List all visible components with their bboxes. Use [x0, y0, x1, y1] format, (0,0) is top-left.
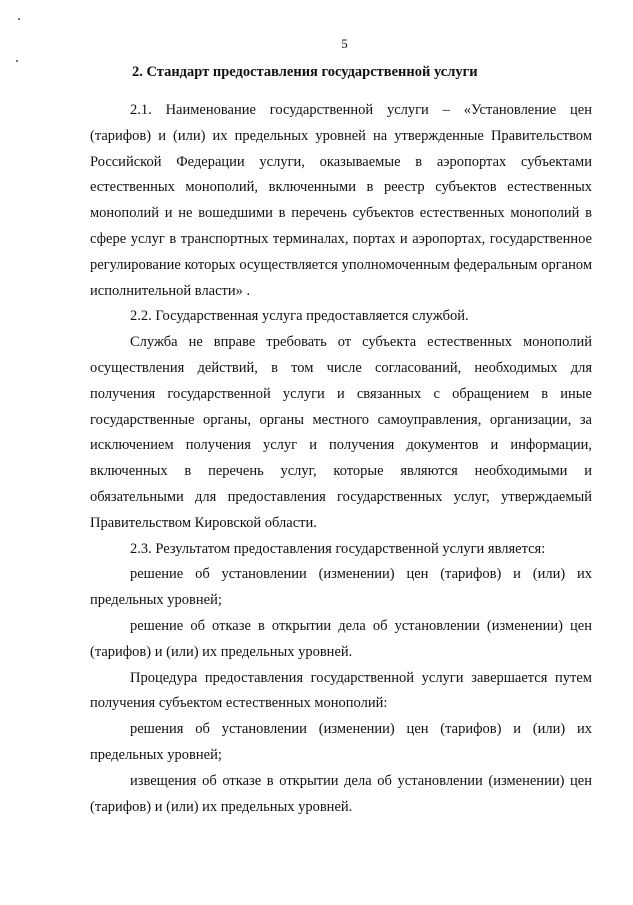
page-number: 5 — [341, 36, 348, 51]
paragraph-2-2: 2.2. Государственная услуга предоставляется службой. — [130, 308, 469, 325]
paragraph-result-decision: решение об установлении (изменении) цен (тарифов) и (или) их предельных уровней; — [90, 566, 592, 609]
scan-speck — [16, 60, 18, 62]
document-body — [90, 98, 592, 820]
paragraph-procedure: Процедура предоставления государственной услуги завершается путем получения субъектом естественных монополий: — [90, 669, 592, 712]
section-heading: 2. Стандарт предоставления государственной услуги — [132, 64, 478, 80]
paragraph-procedure-notices: извещения об отказе в открытии дела об установлении (изменении) цен (тарифов) и (или) их предельных уровней. — [90, 772, 592, 815]
scan-speck — [18, 18, 20, 20]
paragraph-2-3: 2.3. Результатом предоставления государственной услуги является: — [130, 540, 546, 557]
paragraph-2-1: 2.1. Наименование государственной услуги – «Установление цен (тарифов) и (или) их предельных уровней на утвержденные Правительством Российской Федерации услуги, оказываемые в аэропортах субъектами естественных монополий, включенными в реестр субъектов естественных монополий и не вошедшими в перечень субъектов естественных монополий в сфере услуг в транспортных терминалах, портах и аэропортах, государственное регулирование которых осуществляется уполномоченным федеральным органом исполнительной власти» . — [90, 102, 592, 299]
paragraph-result-refusal: решение об отказе в открытии дела об установлении (изменении) цен (тарифов) и (или) их предельных уровней. — [90, 617, 592, 660]
paragraph-procedure-decisions: решения об установлении (изменении) цен (тарифов) и (или) их предельных уровней; — [90, 721, 592, 763]
paragraph-service-requirements: Служба не вправе требовать от субъекта естественных монополий осуществления действий, в том числе согласований, необходимых для получения государственной услуги и связанных с обращением в иные государственные органы, органы местного самоуправления, организации, за исключением получения услуг и получения документов и информации, включенных в перечень услуг, которые являются необходимыми и обязательными для предоставления государственных услуг, утверждаемый Правительством Кировской области. — [90, 334, 592, 531]
